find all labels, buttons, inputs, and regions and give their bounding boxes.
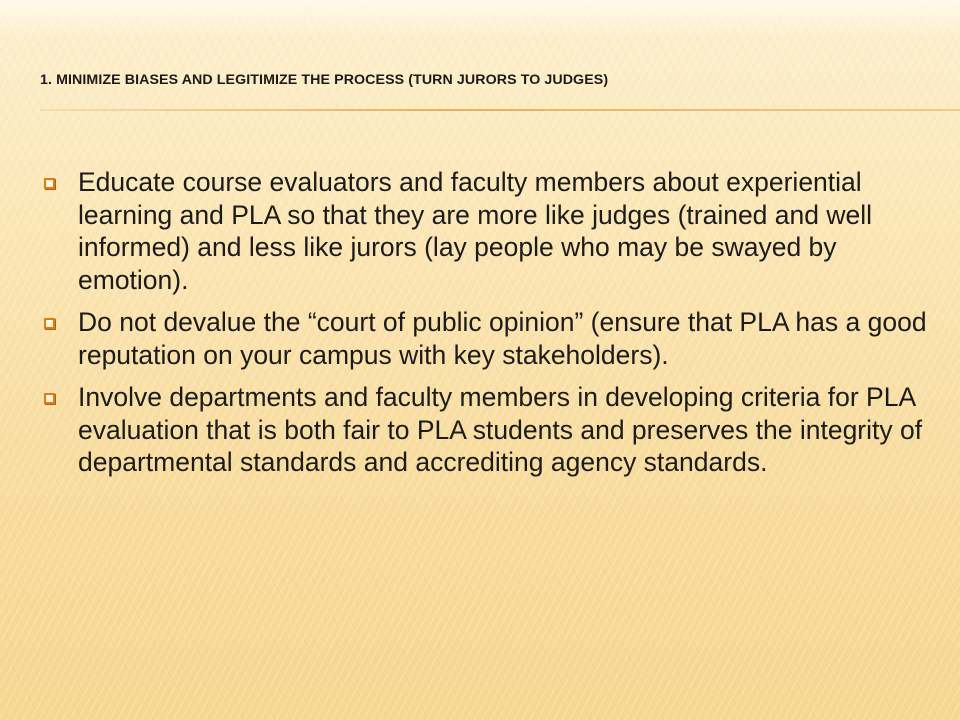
bullet-text: Involve departments and faculty members in developing criteria for PLA evaluation that is both fair to PLA students and preserves the integrity of departmental standards and accrediting agency standards. [78,382,923,477]
square-bullet-icon [44,178,55,189]
bullet-text: Educate course evaluators and faculty members about experiential learning and PLA so that they are more like judges (trained and well informed) and less like jurors (lay people who may be swayed by emotion). [78,167,873,295]
title-divider [40,109,960,111]
slide-top-highlight [0,0,960,40]
square-bullet-icon [44,318,55,329]
bullet-item [40,166,940,296]
bullet-text: Do not devalue the “court of public opinion” (ensure that PLA has a good reputation on your campus with key stakeholders). [78,307,927,370]
bullet-list [40,166,940,489]
bullet-item [40,381,940,479]
slide-title: 1. MINIMIZE BIASES AND LEGITIMIZE THE PROCESS (TURN JURORS TO JUDGES) [40,72,609,88]
bullet-item [40,306,940,371]
square-bullet-icon [44,393,55,404]
